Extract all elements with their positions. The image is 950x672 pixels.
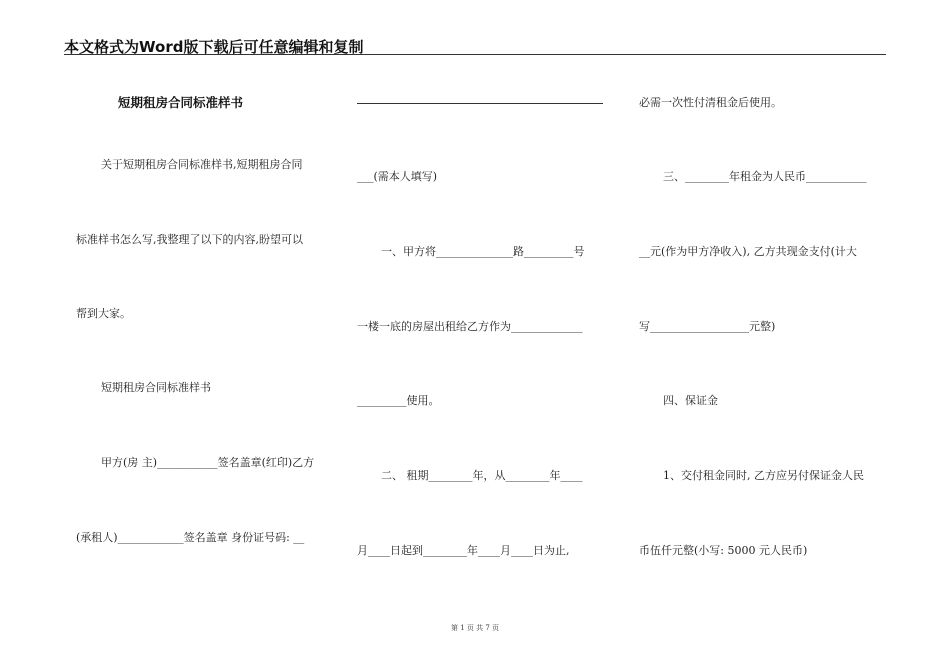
paragraph-line: 1、交付租金同时, 乙方应另付保证金人民: [663, 469, 864, 482]
paragraph-line: 二、 租期________年，从________年____: [381, 469, 583, 482]
paragraph-line: 写__________________元整): [639, 320, 776, 333]
paragraph-line: 关于短期租房合同标准样书,短期租房合同: [101, 158, 303, 171]
paragraph-line: (承租人)____________签名盖章 身份证号码: __: [76, 531, 305, 544]
blank-fill-line: [357, 103, 603, 104]
document-header: 本文格式为Word版下载后可任意编辑和复制: [64, 38, 364, 56]
paragraph-line: 一楼一底的房屋出租给乙方作为_____________: [357, 320, 583, 333]
paragraph-line: __元(作为甲方净收入), 乙方共现金支付(计大: [639, 245, 857, 258]
section-heading: 短期租房合同标准样书: [101, 381, 211, 394]
page-number: 第 1 页 共 7 页: [450, 624, 500, 632]
paragraph-line: 币伍仟元整(小写: 5000 元人民币): [639, 544, 808, 557]
paragraph-line: 标准样书怎么写,我整理了以下的内容,盼望可以: [76, 233, 303, 246]
paragraph-line: 一、甲方将______________路_________号: [381, 245, 585, 258]
paragraph-line: 月____日起到________年____月____日为止,: [357, 544, 570, 557]
header-divider: [64, 54, 886, 55]
paragraph-line: 必需一次性付清租金后使用。: [639, 96, 782, 109]
paragraph-line: ___(需本人填写): [357, 170, 438, 183]
paragraph-line: 甲方(房 主)___________签名盖章(红印)乙方: [101, 456, 315, 469]
section-heading: 四、保证金: [663, 394, 718, 407]
paragraph-line: 帮到大家。: [76, 307, 131, 320]
paragraph-line: _________使用。: [357, 394, 440, 407]
paragraph-line: 三、________年租金为人民币___________: [663, 170, 867, 183]
document-title: 短期租房合同标准样书: [118, 95, 244, 110]
